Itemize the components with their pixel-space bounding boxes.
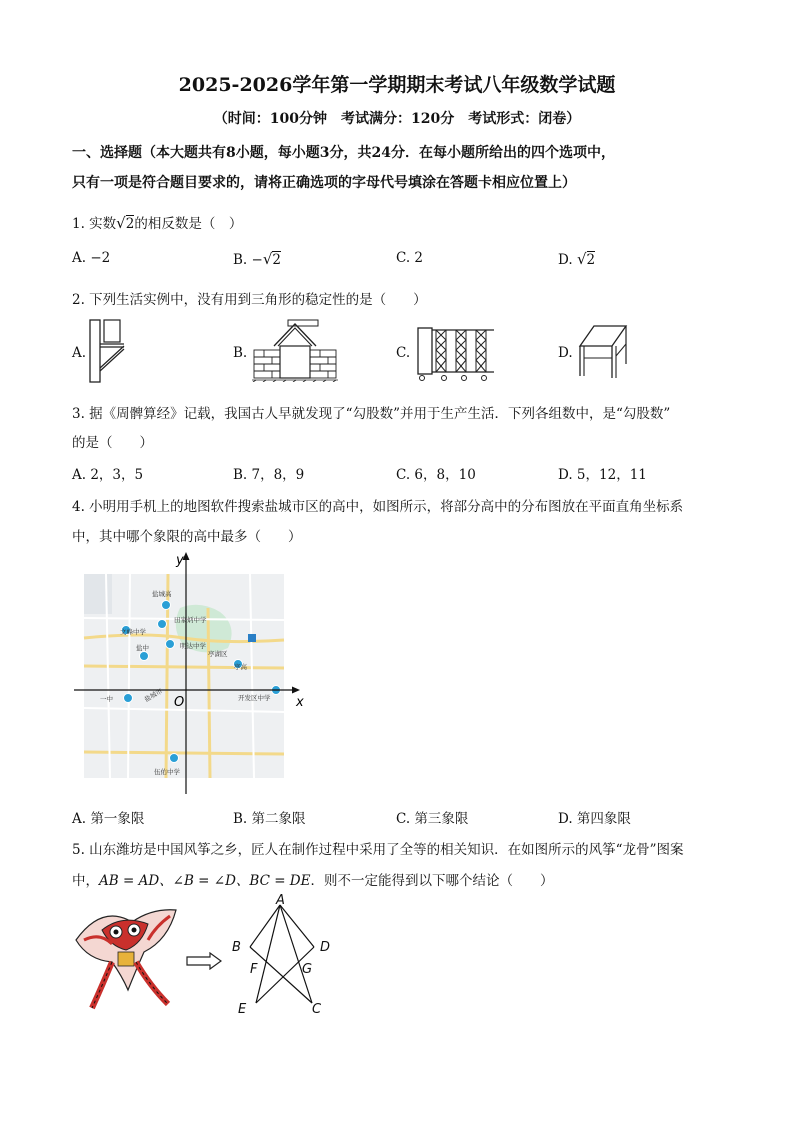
point-d-label: D [320, 940, 331, 955]
q4-option-a: A. 第一象限 [72, 811, 145, 827]
q2-option-c: C. [396, 345, 411, 361]
x-axis-label: x [296, 695, 304, 710]
svg-text:明达中学: 明达中学 [180, 642, 206, 650]
section-header-line2: 只有一项是符合题目要求的，请将正确选项的字母代号填涂在答题卡相应位置上） [72, 175, 576, 191]
q1-option-a: A. −2 [72, 250, 111, 266]
origin-label: O [174, 695, 185, 710]
question-4-line2: 中，其中哪个象限的高中最多（ ） [72, 529, 302, 545]
q1-option-d: D. √2 [558, 250, 596, 268]
point-a-label: A [276, 893, 285, 908]
q3-option-d: D. 5，12，11 [558, 467, 647, 483]
q3-option-a: A. 2，3，5 [72, 467, 144, 483]
svg-text:伍佑中学: 伍佑中学 [154, 768, 180, 776]
q1-radicand: 2 [125, 216, 135, 232]
page-title: 2025-2026学年第一学期期末考试八年级数学试题 [178, 74, 616, 96]
point-c-label: C [312, 1002, 322, 1017]
table-figure [574, 322, 630, 380]
exam-info: （时间：100分钟 考试满分：120分 考试形式：闭卷） [213, 111, 581, 127]
map-label-yancheng-high: 盐城高 [152, 590, 172, 598]
point-f-label: F [250, 962, 258, 977]
svg-text:田家炳中学: 田家炳中学 [174, 616, 207, 624]
point-e-label: E [238, 1002, 247, 1017]
question-5-line1: 5. 山东潍坊是中国风筝之乡，匠人在制作过程中采用了全等的相关知识．在如图所示的风筝“龙骨”图案 [72, 842, 684, 858]
q1-text-post: 的相反数是（ ） [134, 216, 243, 232]
point-g-label: G [302, 962, 313, 977]
svg-text:盐中: 盐中 [136, 644, 149, 652]
sqrt-symbol: √ [116, 214, 126, 232]
q3-option-c: C. 6，8，10 [396, 467, 476, 483]
q4-option-b: B. 第二象限 [233, 811, 306, 827]
folding-gate-figure [414, 324, 496, 382]
question-5-line2: 中，AB = AD、∠B = ∠D、BC = DE．则不一定能得到以下哪个结论（ ） [72, 873, 554, 889]
question-3-line2: 的是（ ） [72, 435, 153, 451]
svg-text:亭湖区: 亭湖区 [208, 650, 228, 658]
q2-option-b: B. [233, 345, 248, 361]
svg-text:开发区中学: 开发区中学 [238, 694, 271, 702]
dragon-bone-figure [228, 893, 338, 1021]
svg-text:一中: 一中 [100, 695, 113, 703]
q2-option-a: A. [72, 345, 87, 361]
point-b-label: B [232, 940, 241, 955]
arrow-right-icon [186, 952, 222, 970]
q2-option-d: D. [558, 345, 573, 361]
svg-text:盐城市: 盐城市 [143, 687, 164, 704]
svg-text:文峰中学: 文峰中学 [120, 628, 146, 636]
question-3-line1: 3. 据《周髀算经》记载，我国古人早就发现了“勾股数”并用于生产生活．下列各组数中，是“勾股数” [72, 406, 671, 422]
svg-text:亭高: 亭高 [234, 663, 247, 671]
question-2: 2. 下列生活实例中，没有用到三角形的稳定性的是（ ） [72, 292, 427, 308]
question-4-line1: 4. 小明用手机上的地图软件搜索盐城市区的高中，如图所示，将部分高中的分布图放在平面直角坐标系 [72, 499, 684, 515]
y-axis-label: y [176, 553, 184, 568]
kite-image [72, 900, 182, 1012]
q4-option-c: C. 第三象限 [396, 811, 469, 827]
school-map-figure [70, 548, 310, 798]
section-header-line1: 一、选择题（本大题共有8小题，每小题3分，共24分．在每小题所给出的四个选项中， [72, 145, 615, 161]
q1-option-b: B. −√2 [233, 250, 281, 268]
q4-option-d: D. 第四象限 [558, 811, 631, 827]
wall-shelf-figure [84, 318, 130, 384]
q1-text-pre: 1. 实数 [72, 216, 117, 232]
question-1 [72, 212, 242, 232]
q3-option-b: B. 7，8，9 [233, 467, 305, 483]
brick-roof-figure [252, 316, 338, 382]
q1-option-c: C. 2 [396, 250, 424, 266]
q5-conditions: AB = AD、∠B = ∠D、BC = DE [99, 873, 311, 889]
